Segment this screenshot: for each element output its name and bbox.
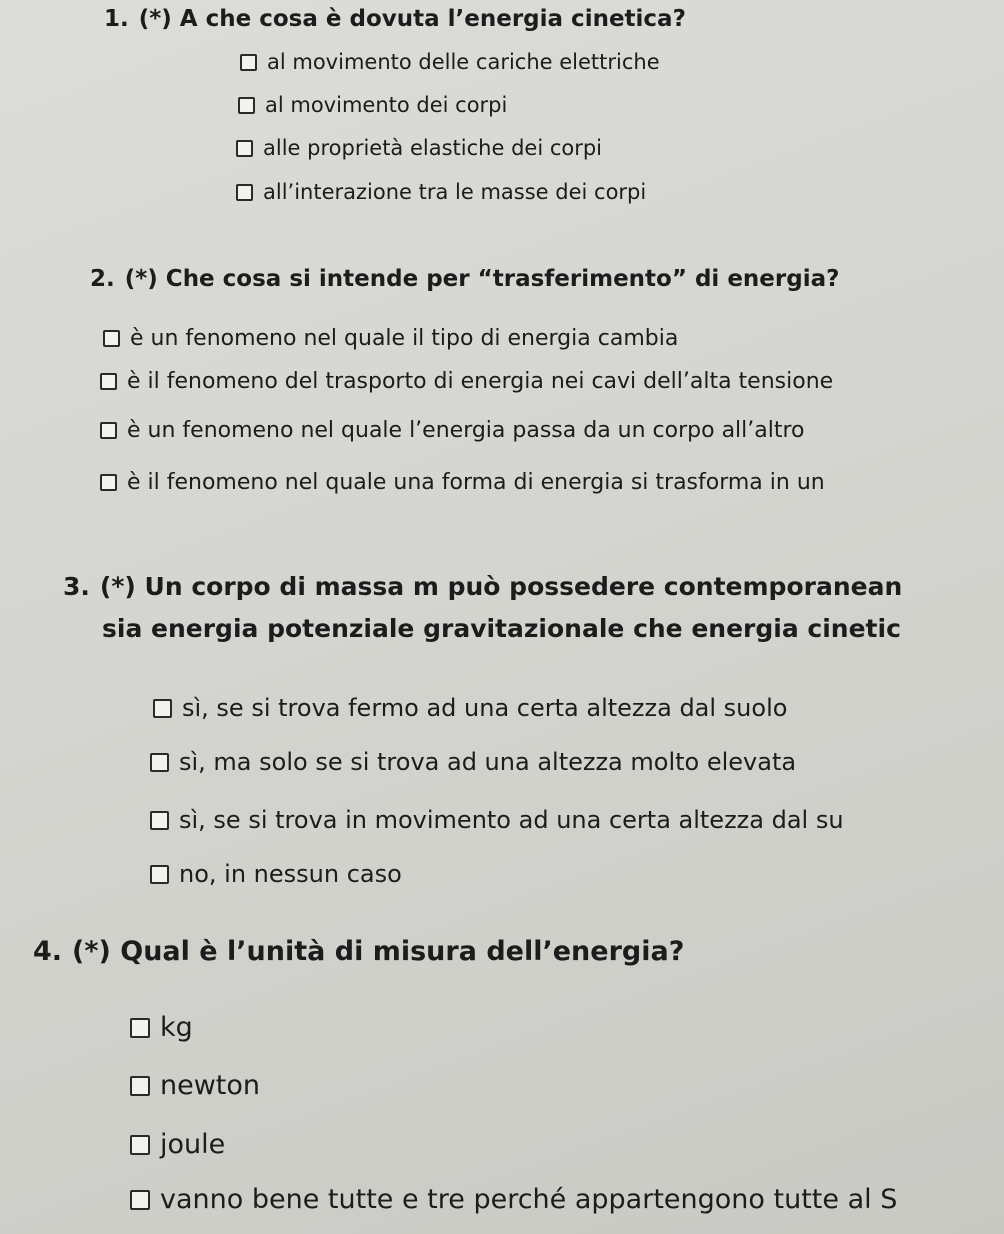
question-4 <box>33 936 684 967</box>
option-label: joule <box>160 1129 226 1160</box>
option-label: kg <box>160 1012 193 1043</box>
question-4-option-b[interactable] <box>130 1070 260 1101</box>
checkbox[interactable] <box>100 422 117 439</box>
checkbox[interactable] <box>130 1018 150 1038</box>
option-label: al movimento dei corpi <box>265 93 508 117</box>
option-label: è un fenomeno nel quale il tipo di energia cambia <box>130 326 679 351</box>
checkbox[interactable] <box>240 54 257 71</box>
question-3-option-c[interactable] <box>150 806 844 834</box>
question-1-option-d[interactable] <box>236 180 646 204</box>
question-2-number: 2. <box>90 266 115 292</box>
question-3-text: (*) Un corpo di massa m può possedere contemporanean <box>99 572 903 601</box>
question-3-option-d[interactable] <box>150 860 402 888</box>
question-4-option-c[interactable] <box>130 1129 225 1160</box>
question-4-number: 4. <box>33 936 63 967</box>
checkbox[interactable] <box>236 184 253 201</box>
checkbox[interactable] <box>150 865 169 884</box>
question-3-text-continued: sia energia potenziale gravitazionale che energia cinetic <box>102 614 901 643</box>
question-2-option-d[interactable] <box>100 470 825 495</box>
checkbox[interactable] <box>238 97 255 114</box>
checkbox[interactable] <box>130 1190 150 1210</box>
checkbox[interactable] <box>100 373 117 390</box>
option-label: sì, se si trova fermo ad una certa altezza dal suolo <box>182 694 788 722</box>
option-label: sì, se si trova in movimento ad una certa altezza dal su <box>179 806 844 834</box>
question-2 <box>90 266 839 292</box>
question-3-option-b[interactable] <box>150 748 796 776</box>
question-4-option-a[interactable] <box>130 1012 193 1043</box>
checkbox[interactable] <box>130 1076 150 1096</box>
option-label: è il fenomeno nel quale una forma di energia si trasforma in un <box>127 470 825 495</box>
question-1-number: 1. <box>104 6 129 32</box>
option-label: sì, ma solo se si trova ad una altezza molto elevata <box>179 748 797 776</box>
question-1-option-c[interactable] <box>236 136 602 160</box>
question-1-text: (*) A che cosa è dovuta l’energia cinetica? <box>138 6 686 32</box>
question-2-option-a[interactable] <box>103 326 678 351</box>
option-label: al movimento delle cariche elettriche <box>267 50 660 74</box>
question-2-option-c[interactable] <box>100 418 805 443</box>
checkbox[interactable] <box>100 474 117 491</box>
question-3-number: 3. <box>63 572 90 601</box>
checkbox[interactable] <box>130 1135 150 1155</box>
question-1-option-a[interactable] <box>240 50 660 74</box>
question-2-text: (*) Che cosa si intende per “trasferimento” di energia? <box>124 266 840 292</box>
question-4-text: (*) Qual è l’unità di misura dell’energia? <box>72 936 685 967</box>
option-label: è il fenomeno del trasporto di energia nei cavi dell’alta tensione <box>127 369 834 394</box>
checkbox[interactable] <box>150 811 169 830</box>
checkbox[interactable] <box>103 330 120 347</box>
option-label: è un fenomeno nel quale l’energia passa da un corpo all’altro <box>127 418 805 443</box>
option-label: newton <box>160 1070 261 1101</box>
question-3 <box>63 572 902 601</box>
option-label: vanno bene tutte e tre perché appartengono tutte al S <box>160 1184 898 1215</box>
option-label: no, in nessun caso <box>179 860 402 888</box>
option-label: all’interazione tra le masse dei corpi <box>263 180 647 204</box>
question-1-option-b[interactable] <box>238 93 507 117</box>
question-4-option-d[interactable] <box>130 1184 897 1215</box>
question-1 <box>104 6 686 32</box>
checkbox[interactable] <box>150 753 169 772</box>
checkbox[interactable] <box>153 699 172 718</box>
checkbox[interactable] <box>236 140 253 157</box>
question-2-option-b[interactable] <box>100 369 833 394</box>
option-label: alle proprietà elastiche dei corpi <box>263 136 603 160</box>
question-3-option-a[interactable] <box>153 694 787 722</box>
